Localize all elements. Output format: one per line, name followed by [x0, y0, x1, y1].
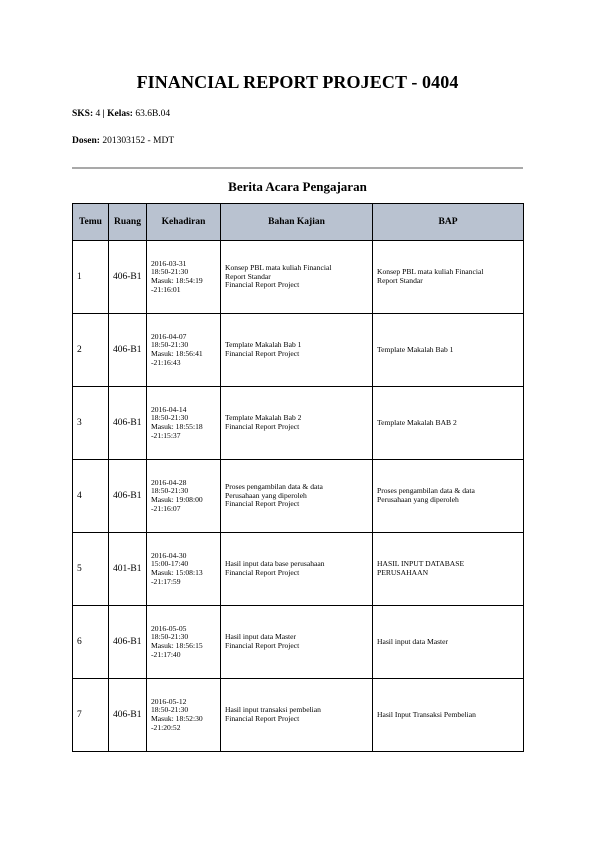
bap-line: Template Makalah BAB 2	[377, 417, 457, 427]
sks-label: SKS:	[72, 109, 94, 119]
table-row	[73, 533, 524, 606]
bahan-kajian-line: Template Makalah Bab 1	[225, 340, 302, 350]
table-row	[73, 460, 524, 533]
cell-kehadiran	[147, 679, 221, 752]
cell-kehadiran	[147, 314, 221, 387]
kehadiran-line: -21:17:40	[151, 649, 181, 659]
sks-value: 4	[95, 109, 101, 119]
kehadiran-line: 15:00-17:40	[151, 559, 189, 569]
cell-bahan-kajian	[221, 606, 373, 679]
bahan-kajian-line: Template Makalah Bab 2	[225, 413, 302, 423]
cell-ruang: 406-B1	[109, 679, 147, 752]
kelas-value: 63.6B.04	[135, 109, 171, 119]
kehadiran-line: -21:16:07	[151, 503, 181, 513]
kehadiran-line: 2016-04-30	[151, 550, 187, 560]
kehadiran-line: 18:50-21:30	[151, 632, 189, 642]
cell-bap	[373, 241, 524, 314]
cell-kehadiran	[147, 241, 221, 314]
bap-line: Konsep PBL mata kuliah Financial	[377, 267, 484, 277]
kehadiran-line: 18:50-21:30	[151, 486, 189, 496]
cell-temu: 6	[73, 606, 109, 679]
table-body	[73, 241, 524, 752]
cell-temu: 4	[73, 460, 109, 533]
cell-kehadiran	[147, 460, 221, 533]
kehadiran-line: 2016-04-28	[151, 477, 187, 487]
bap-line: Template Makalah Bab 1	[377, 344, 454, 354]
dosen-value: 201303152 - MDT	[102, 136, 175, 146]
kehadiran-line: Masuk: 18:56:15	[151, 641, 203, 650]
table-row	[73, 387, 524, 460]
table-row	[73, 241, 524, 314]
cell-ruang: 406-B1	[109, 241, 147, 314]
bap-line: HASIL INPUT DATABASE	[377, 559, 465, 569]
cell-bahan-kajian	[221, 241, 373, 314]
header-temu: Temu	[73, 204, 109, 241]
kehadiran-line: Masuk: 18:52:30	[151, 714, 203, 723]
kehadiran-line: -21:20:52	[151, 722, 181, 732]
berita-acara-table	[72, 203, 524, 752]
kehadiran-line: 18:50-21:30	[151, 340, 189, 350]
bap-line: Perusahaan yang diperoleh	[377, 495, 459, 504]
kehadiran-line: Masuk: 18:54:19	[151, 276, 203, 285]
cell-ruang: 406-B1	[109, 387, 147, 460]
document-title: FINANCIAL REPORT PROJECT - 0404	[136, 72, 459, 92]
sks-kelas-line	[72, 109, 170, 119]
cell-bahan-kajian	[221, 679, 373, 752]
bap-line: Proses pengambilan data & data	[377, 486, 475, 496]
bahan-kajian-line: Hasil input data Master	[225, 632, 297, 642]
bap-line: Report Standar	[377, 276, 423, 285]
kehadiran-line: 18:50-21:30	[151, 705, 189, 715]
cell-ruang: 406-B1	[109, 606, 147, 679]
bahan-kajian-line: Report Standar	[225, 271, 271, 281]
kehadiran-line: Masuk: 18:55:18	[151, 422, 203, 431]
header-bahan-kajian: Bahan Kajian	[221, 204, 373, 241]
cell-bap	[373, 679, 524, 752]
kehadiran-line: 18:50-21:30	[151, 267, 189, 277]
cell-bahan-kajian	[221, 533, 373, 606]
header-kehadiran: Kehadiran	[147, 204, 221, 241]
bahan-kajian-line: Financial Report Project	[225, 568, 300, 577]
kehadiran-line: 18:50-21:30	[151, 413, 189, 423]
kehadiran-line: Masuk: 15:08:13	[151, 568, 203, 577]
table-row	[73, 606, 524, 679]
bahan-kajian-line: Financial Report Project	[225, 349, 300, 358]
cell-bap	[373, 460, 524, 533]
kelas-label: Kelas:	[107, 109, 133, 119]
cell-bap	[373, 606, 524, 679]
cell-bap	[373, 533, 524, 606]
kehadiran-line: 2016-05-05	[151, 623, 187, 633]
cell-bap	[373, 314, 524, 387]
table-row	[73, 314, 524, 387]
kehadiran-line: -21:16:01	[151, 284, 181, 294]
bahan-kajian-line: Perusahaan yang diperoleh	[225, 490, 307, 500]
dosen-label: Dosen:	[72, 136, 100, 146]
bap-line: PERUSAHAAN	[377, 568, 429, 577]
cell-kehadiran	[147, 387, 221, 460]
kehadiran-line: -21:15:37	[151, 430, 181, 440]
cell-kehadiran	[147, 606, 221, 679]
cell-temu: 7	[73, 679, 109, 752]
kehadiran-line: Masuk: 19:08:00	[151, 495, 203, 504]
bahan-kajian-line: Financial Report Project	[225, 714, 300, 723]
dosen-line	[72, 136, 174, 146]
cell-ruang: 406-B1	[109, 314, 147, 387]
bahan-kajian-line: Financial Report Project	[225, 499, 300, 509]
bahan-kajian-line: Financial Report Project	[225, 280, 300, 290]
kehadiran-line: 2016-03-31	[151, 258, 187, 268]
kehadiran-line: 2016-05-12	[151, 696, 187, 706]
cell-temu: 5	[73, 533, 109, 606]
cell-ruang: 406-B1	[109, 460, 147, 533]
cell-temu: 3	[73, 387, 109, 460]
cell-temu: 1	[73, 241, 109, 314]
table-header-row	[73, 204, 524, 241]
cell-temu: 2	[73, 314, 109, 387]
bahan-kajian-line: Proses pengambilan data & data	[225, 482, 323, 492]
kehadiran-line: 2016-04-07	[151, 331, 187, 341]
bap-line: Hasil Input Transaksi Pembelian	[377, 709, 476, 719]
cell-kehadiran	[147, 533, 221, 606]
horizontal-divider	[72, 167, 523, 169]
cell-ruang: 401-B1	[109, 533, 147, 606]
cell-bahan-kajian	[221, 387, 373, 460]
bap-line: Hasil input data Master	[377, 636, 449, 646]
bahan-kajian-line: Financial Report Project	[225, 422, 300, 431]
bahan-kajian-line: Hasil input data base perusahaan	[225, 559, 325, 569]
kehadiran-line: -21:16:43	[151, 357, 181, 367]
table-row	[73, 679, 524, 752]
cell-bahan-kajian	[221, 460, 373, 533]
header-bap: BAP	[373, 204, 524, 241]
kehadiran-line: 2016-04-14	[151, 404, 187, 414]
cell-bahan-kajian	[221, 314, 373, 387]
bahan-kajian-line: Konsep PBL mata kuliah Financial	[225, 263, 332, 273]
cell-bap	[373, 387, 524, 460]
kehadiran-line: Masuk: 18:56:41	[151, 349, 203, 358]
sks-separator: |	[102, 109, 105, 119]
bahan-kajian-line: Financial Report Project	[225, 641, 300, 650]
header-ruang: Ruang	[109, 204, 147, 241]
section-title: Berita Acara Pengajaran	[228, 179, 367, 194]
kehadiran-line: -21:17:59	[151, 576, 181, 586]
bahan-kajian-line: Hasil input transaksi pembelian	[225, 705, 321, 715]
